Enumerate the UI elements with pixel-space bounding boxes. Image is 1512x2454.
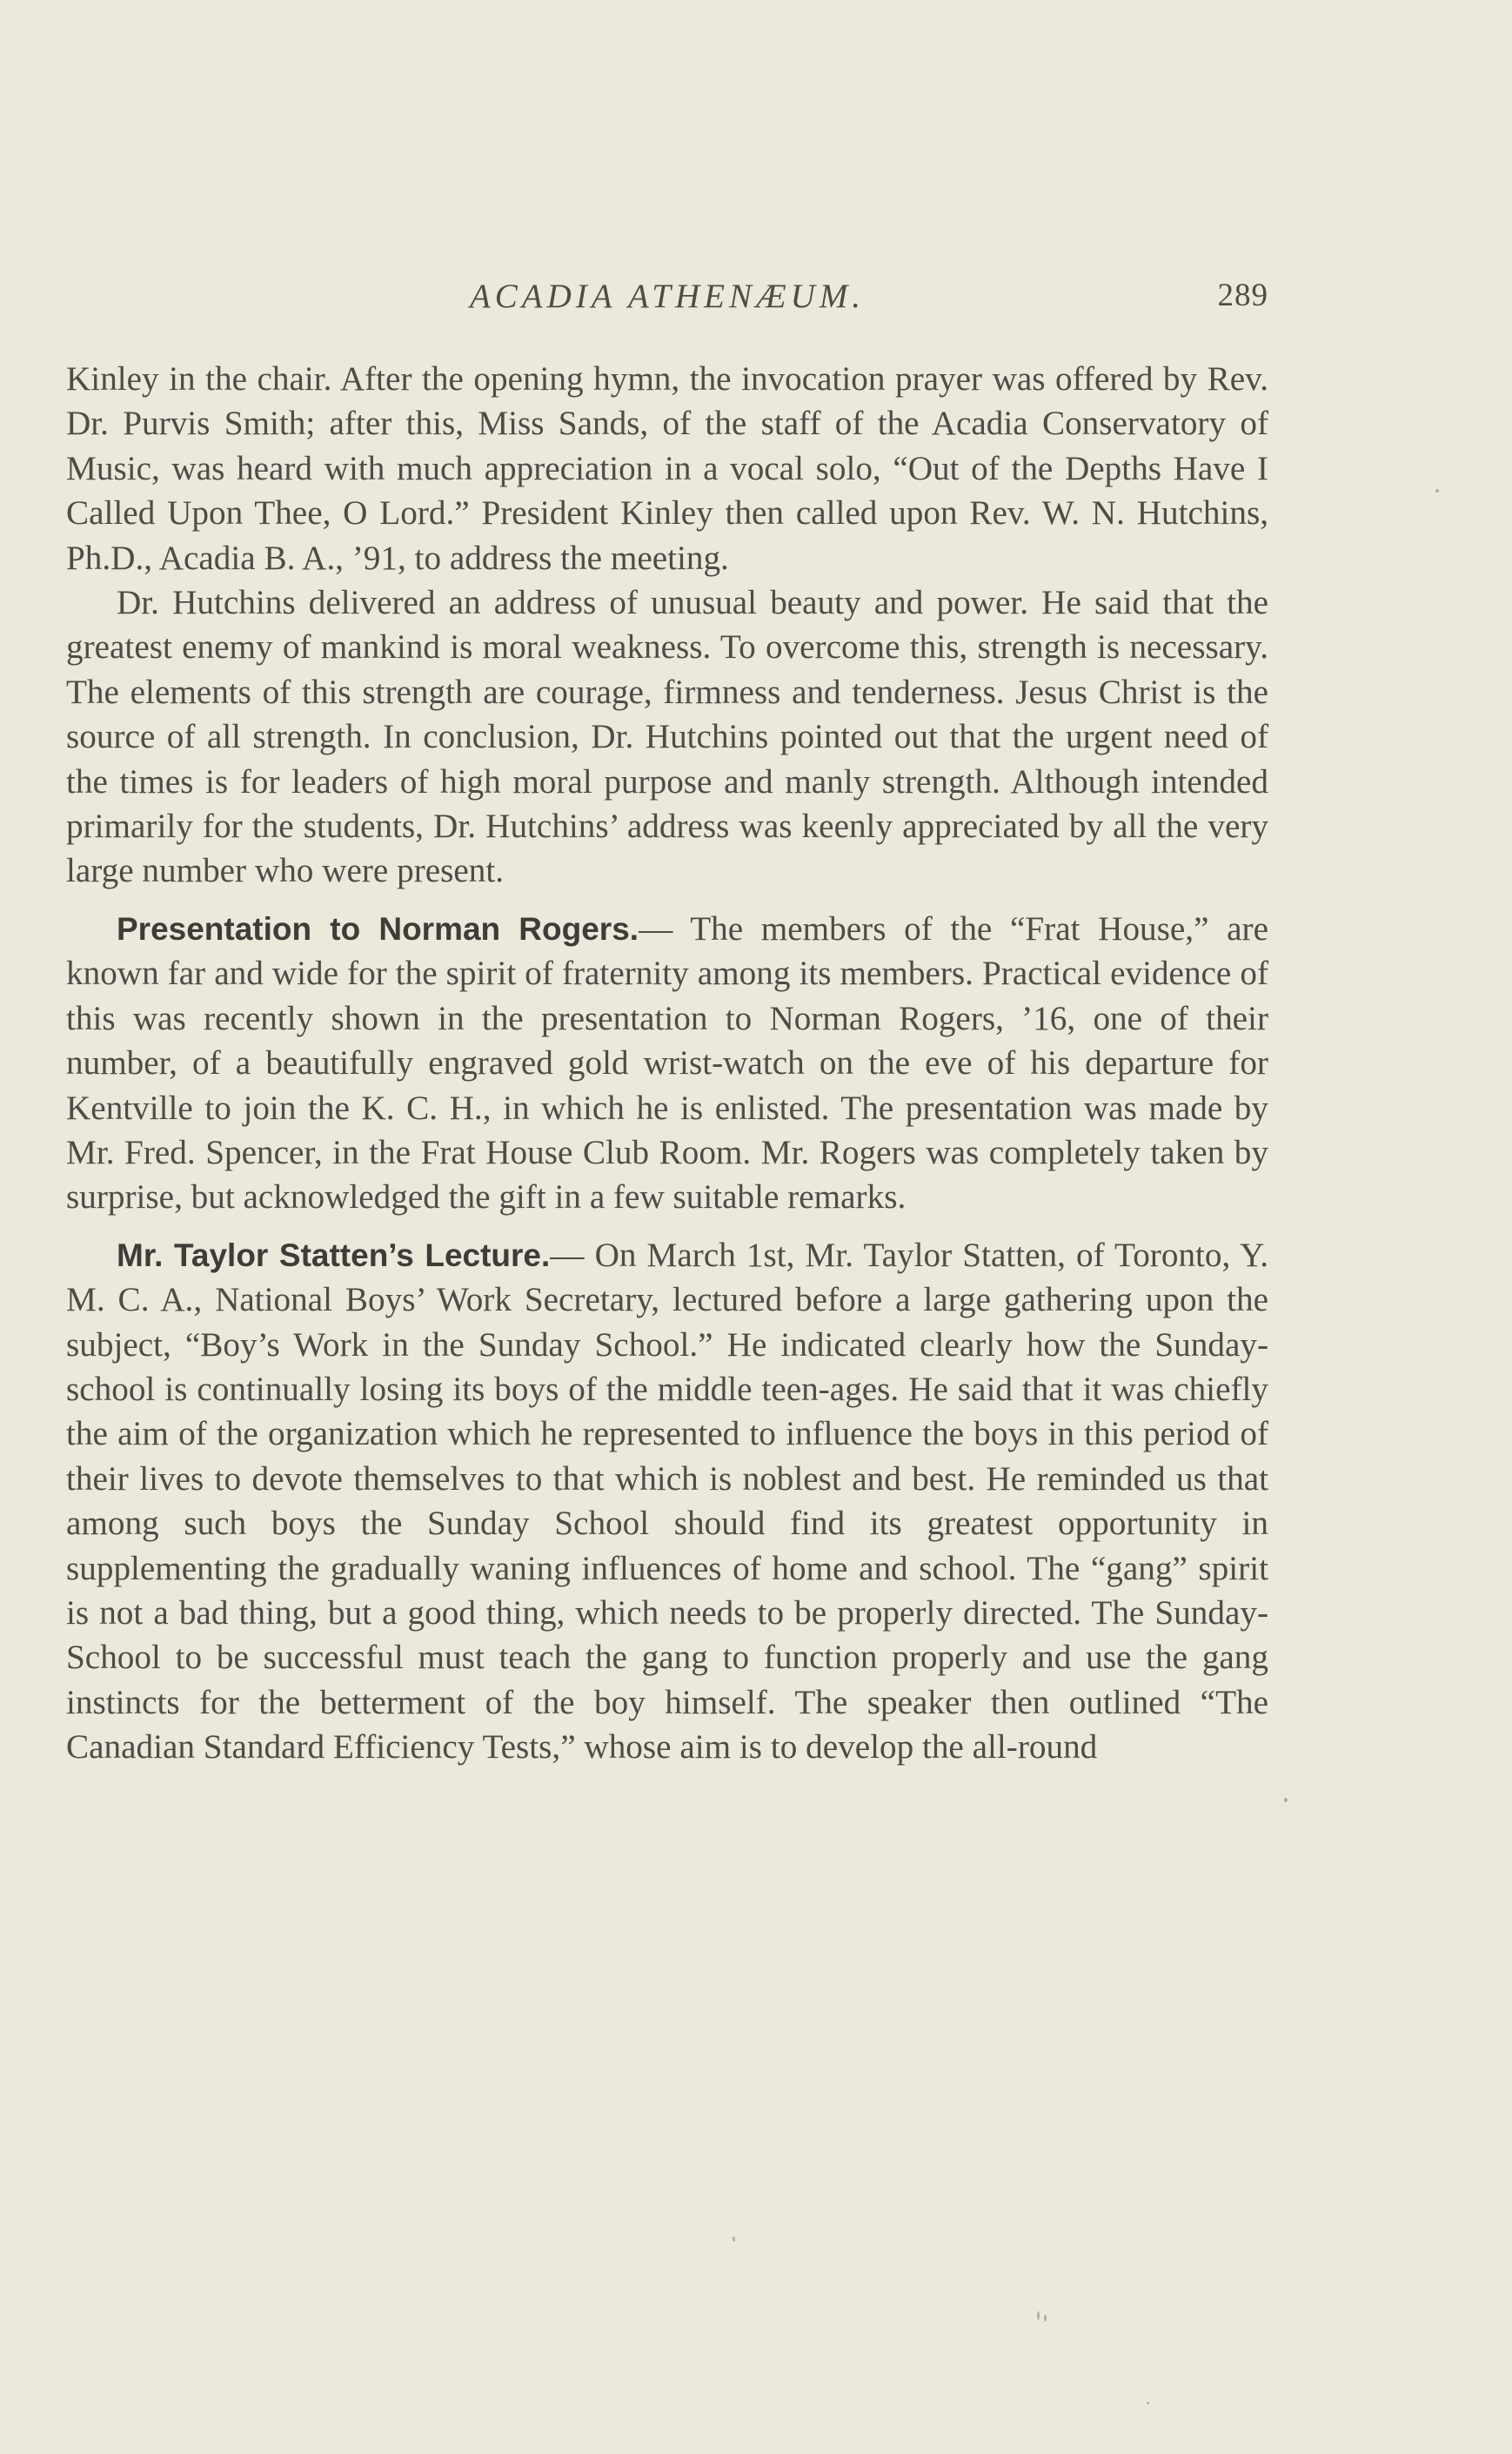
paragraph-text: Kinley in the chair. After the opening hymn, the invocation prayer was offered by Rev. Dr. Purvis Smith; after this, Miss Sands, of the staff of the Acadia Conservatory of Music, was heard with much appreciation in a vocal solo, “Out of the Depths Have I Called Upon Thee, O Lord.” President Kinley then called upon Rev. W. N. Hutchins, Ph.D., Acadia B. A., ’91, to address the meeting. <box>66 360 1268 577</box>
paragraph-text: — On March 1st, Mr. Taylor Statten, of Toronto, Y. M. C. A., National Boys’ Work Secretary, lectured before a large gathering upon the subject, “Boy’s Work in the Sunday School.” He indicated clearly how the Sunday-school is continually losing its boys of the middle teen-ages. He said that it was chiefly the aim of the organization which he represented to influence the boys in this period of their lives to devote themselves to that which is noblest and best. He reminded us that among such boys the Sunday School should find its greatest opportunity in supplementing the gradually waning influences of home and school. The “gang” spirit is not a bad thing, but a good thing, which needs to be properly directed. The Sunday-School to be successful must teach the gang to function properly and use the gang instincts for the betterment of the boy himself. The speaker then outlined “The Canadian Standard Efficiency Tests,” whose aim is to develop the all-round <box>66 1236 1269 1767</box>
paper-speck <box>1147 2402 1149 2404</box>
paragraph-hutchins-address <box>66 580 1268 894</box>
paragraph-text: — The members of the “Frat House,” are known far and wide for the spirit of fraternity among its members. Practical evidence of this was recently shown in the presentation to Norman Rogers, ’16, one of their number, of a beautifully engraved gold wrist-watch on the eve of his departure for Kentville to join the K. C. H., in which he is enlisted. The presentation was made by Mr. Fred. Spencer, in the Frat House Club Room. Mr. Rogers was completely taken by surprise, but acknowledged the gift in a few suitable remarks. <box>66 909 1268 1217</box>
paragraph-presentation <box>66 907 1268 1220</box>
running-title: ACADIA ATHENÆUM. <box>469 278 866 315</box>
paper-speck <box>1435 489 1439 493</box>
paper-speck <box>1037 2311 1040 2320</box>
paper-speck <box>733 2236 735 2242</box>
section-heading: Presentation to Norman Rogers. <box>117 910 639 947</box>
paragraph-text: Dr. Hutchins delivered an address of unusual beauty and power. He said that the greatest enemy of mankind is moral weakness. To overcome this, strength is necessary. The elements of this strength are courage, firmness and tenderness. Jesus Christ is the source of all strength. In conclusion, Dr. Hutchins pointed out that the urgent need of the times is for leaders of high moral purpose and manly strength. Although intended primarily for the students, Dr. Hutchins’ address was keenly appreciated by all the very large number who were present. <box>66 584 1268 890</box>
paragraph-continued <box>66 357 1268 580</box>
paper-speck <box>1284 1798 1288 1802</box>
section-heading: Mr. Taylor Statten’s Lecture. <box>117 1237 551 1273</box>
page-number: 289 <box>1217 278 1268 313</box>
running-head <box>66 277 1268 320</box>
article-body <box>66 357 1268 1770</box>
paper-speck <box>1044 2315 1047 2322</box>
paragraph-statten-lecture <box>66 1233 1268 1770</box>
